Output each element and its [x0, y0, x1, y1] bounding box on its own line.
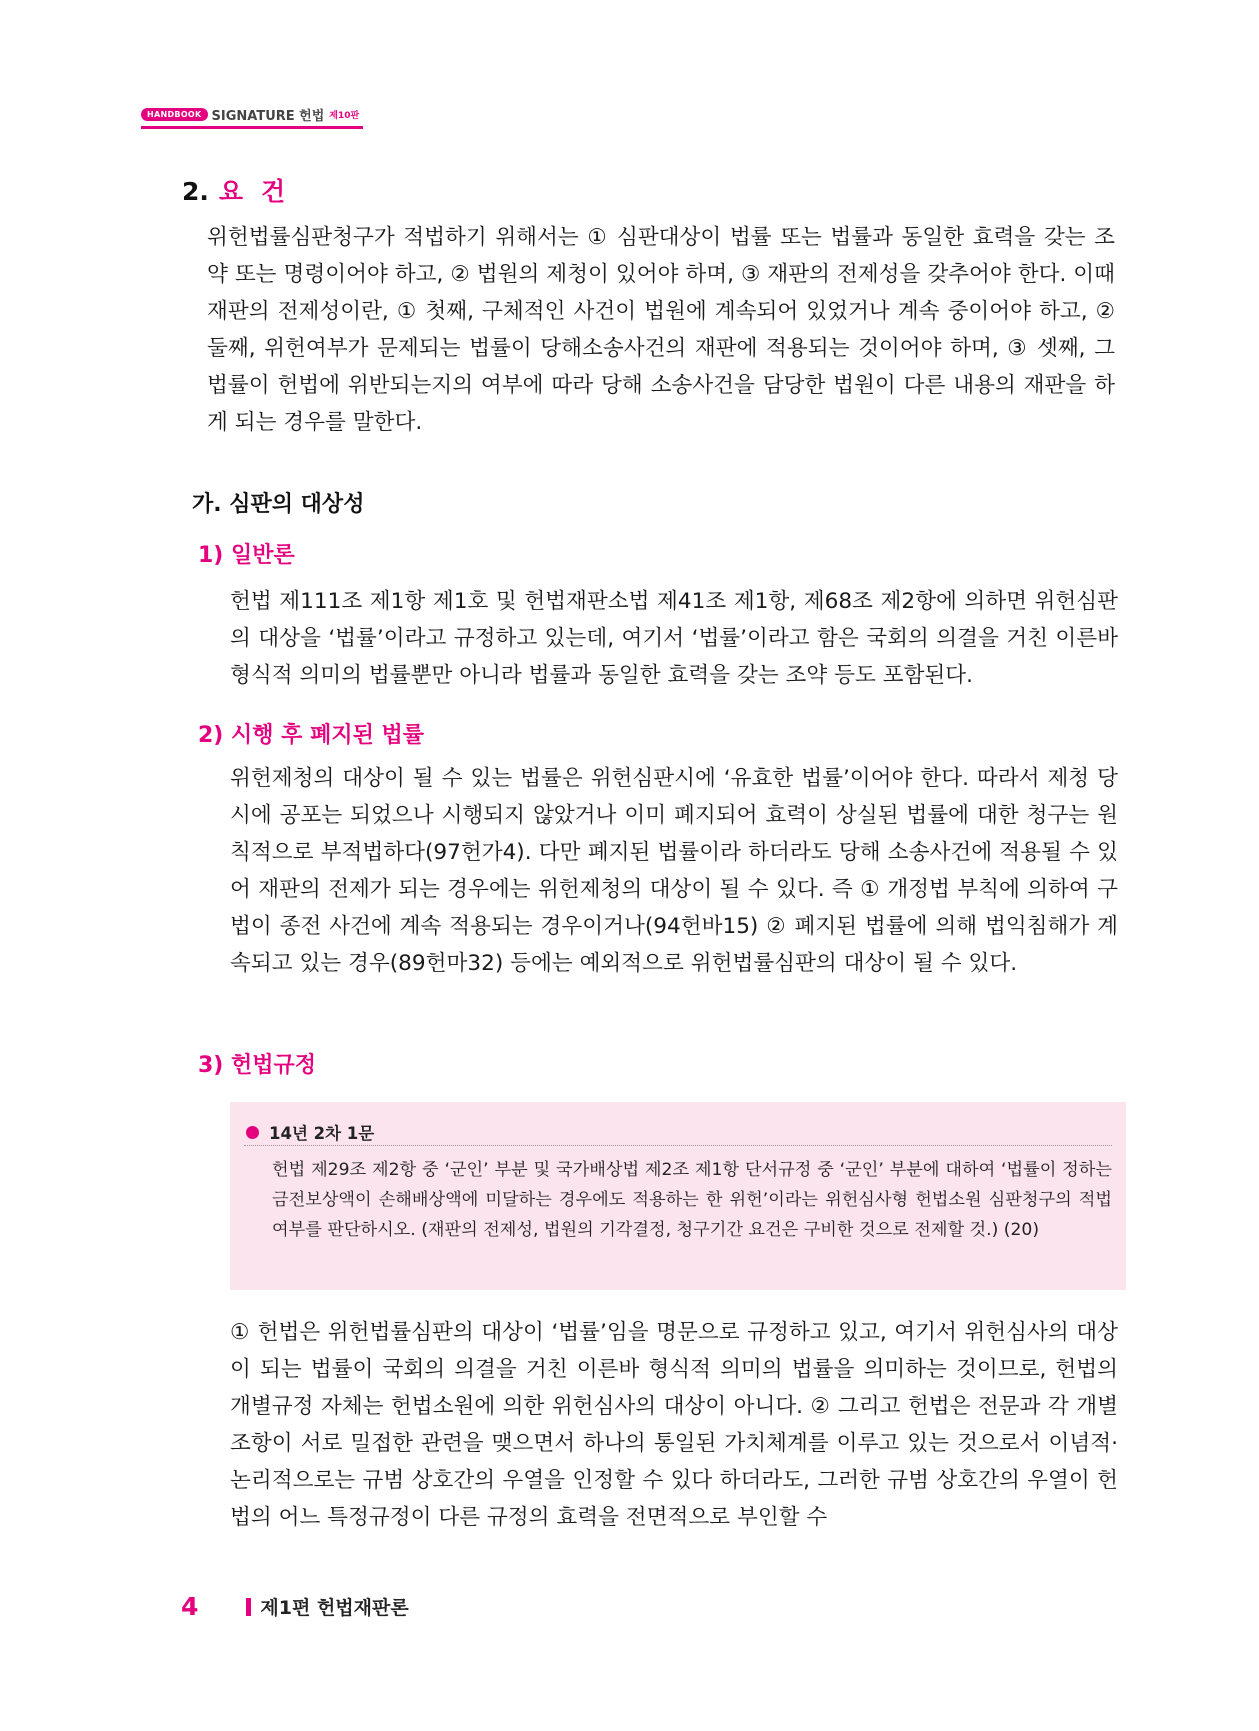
- section-title: [182, 172, 303, 208]
- exam-heading-text: 14년 2차 1문: [269, 1124, 375, 1143]
- item-repealed-heading: 2) 시행 후 폐지된 법률: [198, 723, 425, 748]
- repealed-paragraph: 위헌제청의 대상이 될 수 있는 법률은 위헌심판시에 ‘유효한 법률’이어야 한다. 따라서 제청 당시에 공포는 되었으나 시행되지 않았거나 이미 폐지되어 효력이 상실된 법률에 대한 청구는 원칙적으로 부적법하다(97헌가4). 다만 폐지된 법률이라 하더라도 당해 소송사건에 적용될 수 있어 재판의 전제가 되는 경우에는 위헌제청의 대상이 될 수 있다. 즉 ① 개정법 부칙에 의하여 구법이 종전 사건에 계속 적용되는 경우이거나(94헌바15) ② 폐지된 법률에 의해 법익침해가 계속되고 있는 경우(89헌마32) 등에는 예외적으로 위헌법률심판의 대상이 될 수 있다.: [230, 766, 1118, 976]
- edition-label: 제10판: [329, 110, 360, 121]
- subsection-title: 가. 심판의 대상성: [192, 492, 365, 517]
- item-general-heading: 1) 일반론: [198, 543, 295, 568]
- item-constitution-heading: 3) 헌법규정: [198, 1053, 317, 1078]
- book-title: SIGNATURE 헌법: [211, 108, 325, 124]
- exam-question-box: [230, 1102, 1126, 1290]
- exam-heading: [246, 1120, 374, 1144]
- section-number: 2.: [182, 177, 209, 206]
- exam-question-text: 헌법 제29조 제2항 중 ‘군인’ 부분 및 국가배상법 제2조 제1항 단서규정 중 ‘군인’ 부분에 대하여 ‘법률이 정하는 금전보상액이 손해배상액에 미달하는 경우에도 적용하는 한 위헌’이라는 위헌심사형 헌법소원 심판청구의 적법여부를 판단하시오. (재판의 전제성, 법원의 기각결정, 청구기간 요건은 구비한 것으로 전제할 것.) (20): [272, 1160, 1112, 1240]
- page-footer: [181, 1592, 409, 1621]
- part-title: 제1편 헌법재판론: [260, 1597, 409, 1619]
- footer-bar: [246, 1598, 251, 1616]
- page-number: 4: [181, 1592, 199, 1621]
- constitution-paragraph: ① 헌법은 위헌법률심판의 대상이 ‘법률’임을 명문으로 규정하고 있고, 여기서 위헌심사의 대상이 되는 법률이 국회의 의결을 거친 이른바 형식적 의미의 법률을 의미하는 것이므로, 헌법의 개별규정 자체는 헌법소원에 의한 위헌심사의 대상이 아니다. ② 그리고 헌법은 전문과 각 개별조항이 서로 밀접한 관련을 맺으면서 하나의 통일된 가치체계를 이루고 있는 것으로서 이념적·논리적으로는 규범 상호간의 우열을 인정할 수 있다 하더라도, 그러한 규범 상호간의 우열이 헌법의 어느 특정규정이 다른 규정의 효력을 전면적으로 부인할 수: [230, 1320, 1118, 1530]
- exam-divider: [244, 1145, 1112, 1146]
- header-rule: [141, 126, 363, 129]
- bullet-icon: [246, 1126, 259, 1139]
- requirements-paragraph: 위헌법률심판청구가 적법하기 위해서는 ① 심판대상이 법률 또는 법률과 동일한 효력을 갖는 조약 또는 명령이어야 하고, ② 법원의 제청이 있어야 하며, ③ 재판의 전제성을 갖추어야 한다. 이때 재판의 전제성이란, ① 첫째, 구체적인 사건이 법원에 계속되어 있었거나 계속 중이어야 하고, ② 둘째, 위헌여부가 문제되는 법률이 당해소송사건의 재판에 적용되는 것이어야 하며, ③ 셋째, 그 법률이 헌법에 위반되는지의 여부에 따라 당해 소송사건을 담당한 법원이 다른 내용의 재판을 하게 되는 경우를 말한다.: [207, 225, 1115, 435]
- general-paragraph: 헌법 제111조 제1항 제1호 및 헌법재판소법 제41조 제1항, 제68조 제2항에 의하면 위헌심판의 대상을 ‘법률’이라고 규정하고 있는데, 여기서 ‘법률’이라고 함은 국회의 의결을 거친 이른바 형식적 의미의 법률뿐만 아니라 법률과 동일한 효력을 갖는 조약 등도 포함된다.: [230, 589, 1118, 688]
- section-title-text: 요건: [218, 177, 304, 206]
- running-header: [141, 104, 359, 124]
- handbook-badge: HANDBOOK: [141, 108, 208, 121]
